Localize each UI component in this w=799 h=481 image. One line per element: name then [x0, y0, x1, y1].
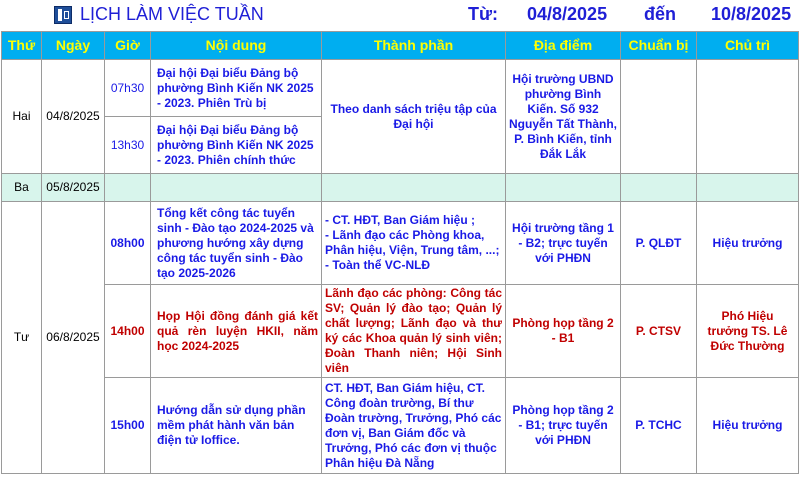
schedule-title-bar — [0, 0, 799, 31]
participants-cell — [322, 174, 506, 202]
content-cell: Tổng kết công tác tuyển sinh - Đào tạo 2024-2025 và phương hướng xây dựng công tác tuyển sinh - Đào tạo 2025-2026 — [151, 202, 322, 285]
date-cell: 04/8/2025 — [42, 60, 105, 174]
chair-cell — [697, 174, 799, 202]
time-cell: 15h00 — [105, 378, 151, 474]
chair-cell: Phó Hiệu trưởng TS. Lê Đức Thường — [697, 285, 799, 378]
date-cell: 06/8/2025 — [42, 202, 105, 474]
participant-line: - CT. HĐT, Ban Giám hiệu ; — [325, 213, 476, 227]
participant-line: - Toàn thể VC-NLĐ — [325, 258, 431, 272]
weekly-schedule-table — [1, 31, 799, 474]
table-row — [2, 202, 799, 285]
from-date: 04/8/2025 — [527, 4, 608, 24]
participant-line: - Lãnh đạo các Phòng khoa, Phân hiệu, Viện, Trung tâm, ...; — [325, 228, 500, 257]
location-cell: Hội trường tầng 1 - B2; trực tuyến với PHĐN — [506, 202, 621, 285]
content-cell — [151, 174, 322, 202]
participants-cell — [322, 202, 506, 285]
preparation-cell: P. CTSV — [621, 285, 697, 378]
date-cell: 05/8/2025 — [42, 174, 105, 202]
time-cell: 07h30 — [105, 60, 151, 117]
time-cell — [105, 174, 151, 202]
location-cell: Phòng họp tầng 2 - B1 — [506, 285, 621, 378]
chair-cell: Hiệu trưởng — [697, 378, 799, 474]
chair-cell: Hiệu trưởng — [697, 202, 799, 285]
table-row — [2, 174, 799, 202]
weekday-cell: Tư — [2, 202, 42, 474]
app-logo-icon — [54, 6, 72, 24]
from-label: Từ: — [468, 4, 499, 24]
column-header-preparation: Chuẩn bị — [621, 32, 697, 60]
content-cell: Đại hội Đại biểu Đảng bộ phường Bình Kiến NK 2025 - 2023. Phiên chính thức — [151, 117, 322, 174]
time-cell: 14h00 — [105, 285, 151, 378]
participants-cell: Theo danh sách triệu tập của Đại hội — [322, 60, 506, 174]
content-cell: Họp Hội đồng đánh giá kết quả rèn luyện HKII, năm học 2024-2025 — [151, 285, 322, 378]
to-label: đến — [644, 4, 677, 24]
table-row — [2, 60, 799, 117]
column-header-chair: Chủ trì — [697, 32, 799, 60]
weekday-cell: Hai — [2, 60, 42, 174]
column-header-location: Địa điểm — [506, 32, 621, 60]
column-header-time: Giờ — [105, 32, 151, 60]
location-cell — [506, 174, 621, 202]
preparation-cell: P. TCHC — [621, 378, 697, 474]
location-cell: Phòng họp tầng 2 - B1; trực tuyến với PHĐN — [506, 378, 621, 474]
schedule-title: LỊCH LÀM VIỆC TUẦN — [80, 4, 264, 24]
participants-cell: CT. HĐT, Ban Giám hiệu, CT. Công đoàn trường, Bí thư Đoàn trường, Trưởng, Phó các đơn vị, Ban Giám đốc và Trưởng, Phó các đơn vị thuộc Phân hiệu Đà Nẵng — [322, 378, 506, 474]
content-cell: Hướng dẫn sử dụng phần mềm phát hành văn bản điện tử Ioffice. — [151, 378, 322, 474]
time-cell: 13h30 — [105, 117, 151, 174]
column-header-date: Ngày — [42, 32, 105, 60]
column-header-content: Nội dung — [151, 32, 322, 60]
participants-cell: Lãnh đạo các phòng: Công tác SV; Quản lý đào tạo; Quản lý chất lượng; Lãnh đạo và thư ký các Khoa quản lý sinh viên; Đoàn Thanh niên; Hội Sinh viên — [322, 285, 506, 378]
chair-cell — [697, 60, 799, 174]
to-date: 10/8/2025 — [711, 4, 792, 24]
time-cell: 08h00 — [105, 202, 151, 285]
weekday-cell: Ba — [2, 174, 42, 202]
content-cell: Đại hội Đại biểu Đảng bộ phường Bình Kiến NK 2025 - 2023. Phiên Trù bị — [151, 60, 322, 117]
table-header-row — [2, 32, 799, 60]
location-cell: Hội trường UBND phường Bình Kiến. Số 932 Nguyễn Tất Thành, P. Bình Kiến, tỉnh Đắk Lắk — [506, 60, 621, 174]
preparation-cell — [621, 174, 697, 202]
preparation-cell: P. QLĐT — [621, 202, 697, 285]
table-row — [2, 285, 799, 378]
column-header-participants: Thành phần — [322, 32, 506, 60]
table-row — [2, 378, 799, 474]
preparation-cell — [621, 60, 697, 174]
column-header-weekday: Thứ — [2, 32, 42, 60]
